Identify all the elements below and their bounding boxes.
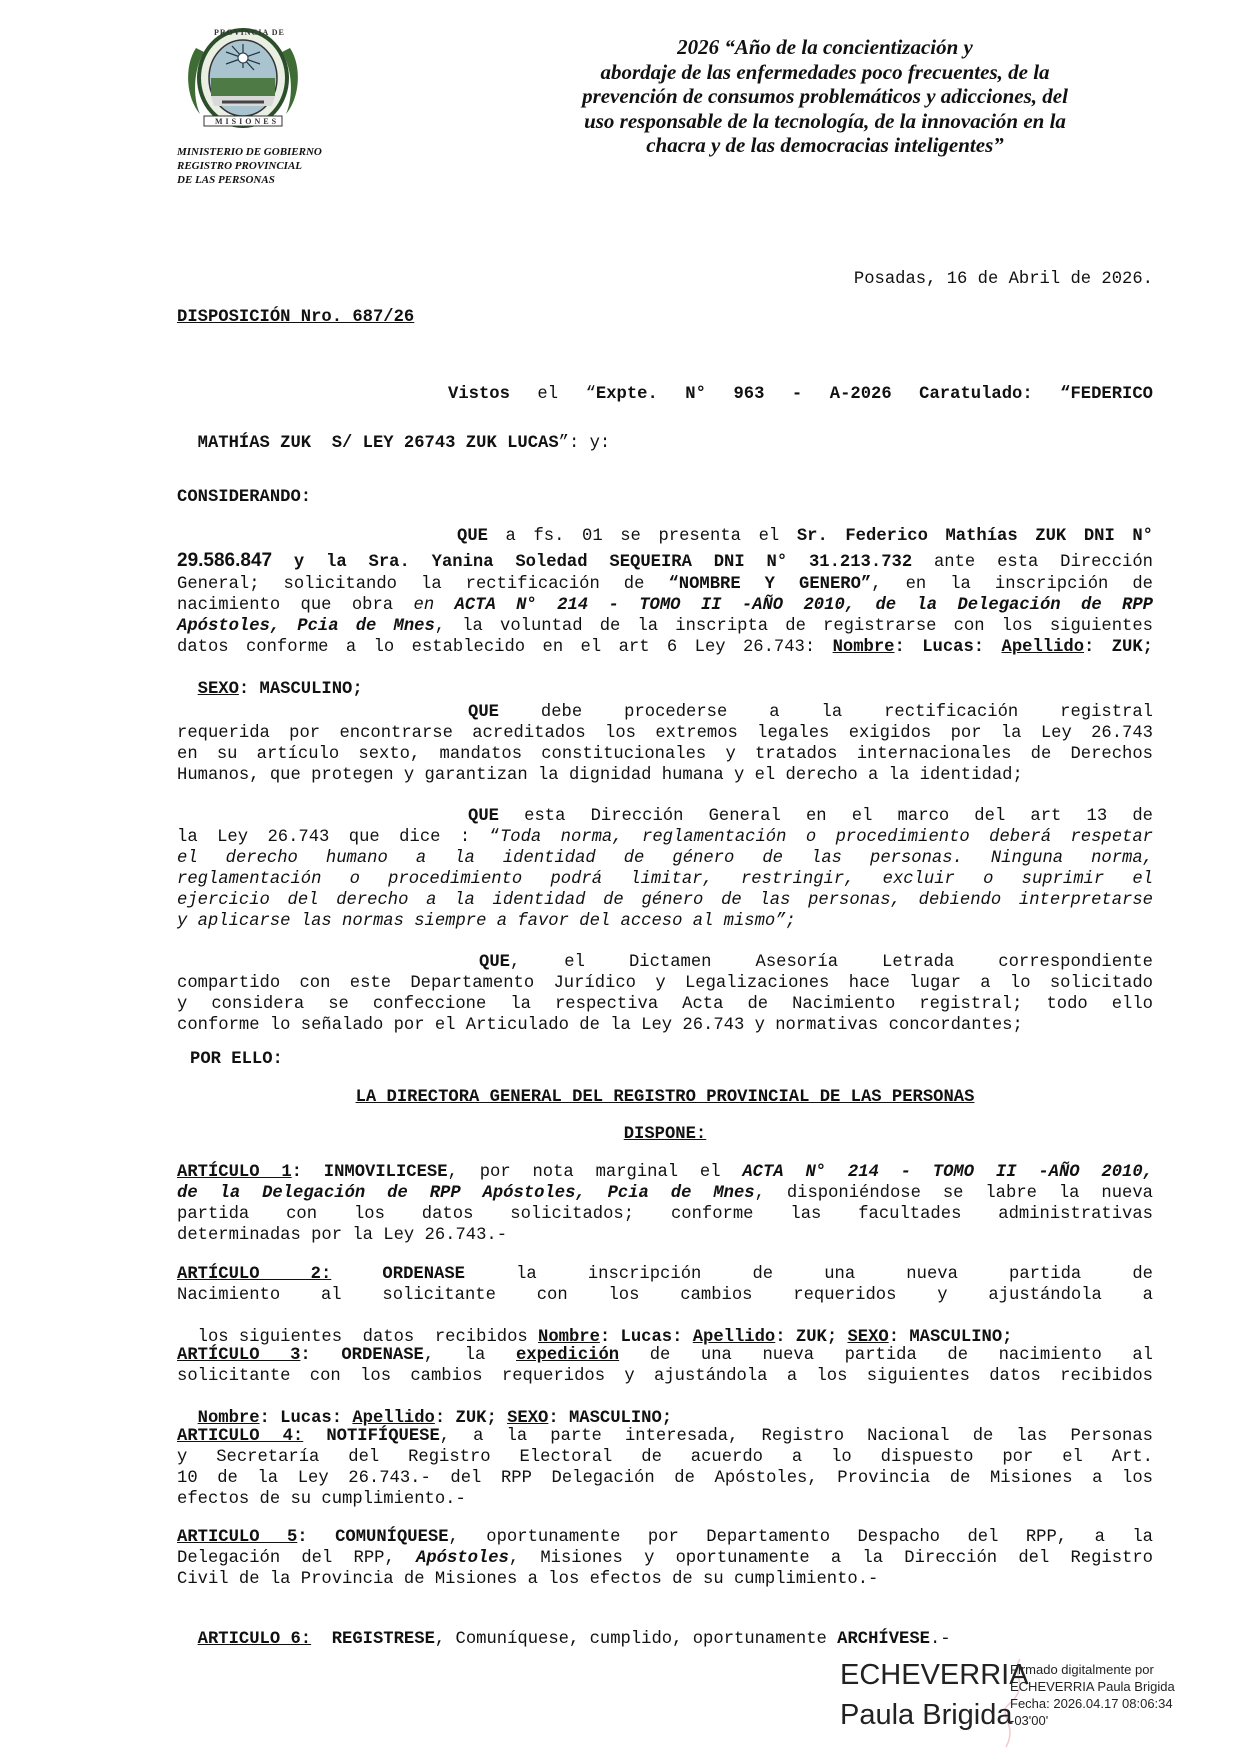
- article-4-line-3: 10 de la Ley 26.743.- del RPP Delegación de Apóstoles, Provincia de Misiones a los: [177, 1469, 1153, 1488]
- article-5-line-3: Civil de la Provincia de Misiones a los efectos de su cumplimiento.-: [177, 1570, 879, 1589]
- article-1-line-4: determinadas por la Ley 26.743.-: [177, 1226, 508, 1245]
- signature-info-line: -03'00': [1010, 1713, 1049, 1728]
- ministry-block: [177, 145, 322, 187]
- p3-line-5: ejercicio del derecho a la identidad de género de las personas, debiendo interpretarse: [177, 891, 1153, 910]
- p2-line-2: requerida por encontrarse acreditados los extremos legales exigidos por la Ley 26.743: [177, 724, 1153, 743]
- p3-line-6: y aplicarse las normas siempre a favor del acceso al mismo”;: [177, 912, 796, 931]
- date-line: Posadas, 16 de Abril de 2026.: [853, 270, 1153, 289]
- directora-heading: LA DIRECTORA GENERAL DEL REGISTRO PROVINCIAL DE LAS PERSONAS: [355, 1088, 975, 1107]
- article-2-line-2: Nacimiento al solicitante con los cambios requeridos y ajustándola a: [177, 1286, 1153, 1305]
- seal-text-top: PROVINCIA DE: [214, 28, 285, 37]
- p2-line-3: en su artículo sexto, mandatos constitucionales y tratados internacionales de Derechos: [177, 745, 1153, 764]
- article-3-line-1: ARTÍCULO 3: ORDENASE, la expedición de una nueva partida de nacimiento al: [177, 1346, 1153, 1365]
- vistos-line-1: Vistos el “Expte. N° 963 - A-2026 Caratulado: “FEDERICO: [448, 385, 1153, 404]
- digital-signature: [840, 1655, 1200, 1750]
- p1-line-5: Apóstoles, Pcia de Mnes, la voluntad de la inscripta de registrarse con los siguientes: [177, 617, 1153, 636]
- seal-text-bottom: MISIONES: [215, 117, 280, 126]
- signature-info: [1010, 1661, 1175, 1729]
- p2-line-4: Humanos, que protegen y garantizan la dignidad humana y el derecho a la identidad;: [177, 766, 1023, 785]
- article-1-line-3: partida con los datos solicitados; conforme las facultades administrativas: [177, 1205, 1153, 1224]
- article-2-line-1: ARTÍCULO 2: ORDENASE la inscripción de una nueva partida de: [177, 1265, 1153, 1284]
- p1-line-2: 29.586.847 y la Sra. Yanina Soledad SEQUEIRA DNI N° 31.213.732 ante esta Dirección: [177, 550, 1153, 572]
- p4-line-4: conforme lo señalado por el Articulado de la Ley 26.743 y normativas concordantes;: [177, 1016, 1023, 1035]
- motto-line: prevención de consumos problemáticos y adicciones, del: [582, 84, 1068, 108]
- p3-line-3: el derecho humano a la identidad de género de las personas. Ninguna norma,: [177, 849, 1153, 868]
- motto-line: uso responsable de la tecnología, de la innovación en la: [584, 108, 1066, 133]
- signer-surname: ECHEVERRIA: [840, 1659, 1029, 1691]
- year-motto: [500, 35, 1150, 158]
- p3-line-2: la Ley 26.743 que dice : “Toda norma, reglamentación o procedimiento deberá respetar: [177, 828, 1153, 847]
- motto-line: 2026 “Año de la concientización y: [677, 35, 973, 59]
- p1-line-4: nacimiento que obra en ACTA N° 214 - TOMO II -AÑO 2010, de la Delegación de RPP: [177, 596, 1153, 615]
- article-4-line-1: ARTICULO 4: NOTIFÍQUESE, a la parte interesada, Registro Nacional de las Personas: [177, 1427, 1153, 1446]
- article-2-line-3: los siguientes datos recibidos Nombre: Lucas: Apellido: ZUK; SEXO: MASCULINO;: [197, 1328, 1013, 1347]
- signer-given-names: Paula Brigida: [840, 1699, 1013, 1731]
- p1-line-3: General; solicitando la rectificación de “NOMBRE Y GENERO”, en la inscripción de: [177, 575, 1153, 594]
- provincial-seal: [182, 22, 304, 130]
- ministry-line: DE LAS PERSONAS: [177, 174, 275, 186]
- considerando-heading: CONSIDERANDO:: [177, 488, 312, 507]
- article-5-line-2: Delegación del RPP, Apóstoles, Misiones y oportunamente a la Dirección del Registro: [177, 1549, 1153, 1568]
- ministry-line: REGISTRO PROVINCIAL: [177, 160, 303, 172]
- p4-line-3: y considera se confeccione la respectiva Acta de Nacimiento registral; todo ello: [177, 995, 1153, 1014]
- article-1-line-1: ARTÍCULO 1: INMOVILICESE, por nota marginal el ACTA N° 214 - TOMO II -AÑO 2010,: [177, 1163, 1153, 1182]
- article-4-line-4: efectos de su cumplimiento.-: [177, 1490, 466, 1509]
- article-5-line-1: ARTICULO 5: COMUNÍQUESE, oportunamente por Departamento Despacho del RPP, a la: [177, 1528, 1153, 1547]
- article-4-line-2: y Secretaría del Registro Electoral de acuerdo a lo dispuesto por el Art.: [177, 1448, 1153, 1467]
- dispone-heading: DISPONE:: [623, 1125, 707, 1144]
- p4-line-1: QUE, el Dictamen Asesoría Letrada correspondiente: [479, 953, 1153, 972]
- ministry-line: MINISTERIO DE GOBIERNO: [177, 146, 322, 158]
- vistos-line-2: MATHÍAS ZUK S/ LEY 26743 ZUK LUCAS”: y:: [197, 434, 611, 453]
- article-1-line-2: de la Delegación de RPP Apóstoles, Pcia de Mnes, disponiéndose se labre la nueva: [177, 1184, 1153, 1203]
- p1-line-7: SEXO: MASCULINO;: [197, 680, 363, 699]
- motto-line: chacra y de las democracias inteligentes”: [646, 133, 1004, 157]
- p1-line-1: QUE a fs. 01 se presenta el Sr. Federico Mathías ZUK DNI N°: [457, 527, 1153, 546]
- p3-line-1: QUE esta Dirección General en el marco del art 13 de: [468, 807, 1153, 826]
- por-ello: POR ELLO:: [190, 1050, 283, 1069]
- disposition-number: DISPOSICIÓN Nro. 687/26: [177, 308, 415, 327]
- article-3-line-3: Nombre: Lucas: Apellido: ZUK; SEXO: MASCULINO;: [197, 1409, 673, 1428]
- p2-line-1: QUE debe procederse a la rectificación registral: [468, 703, 1153, 722]
- signature-info-line: ECHEVERRIA Paula Brigida: [1010, 1679, 1175, 1694]
- p4-line-2: compartido con este Departamento Jurídico y Legalizaciones hace lugar a lo solicitado: [177, 974, 1153, 993]
- signature-info-line: Fecha: 2026.04.17 08:06:34: [1010, 1696, 1173, 1711]
- article-3-line-2: solicitante con los cambios requeridos y ajustándola a los siguientes datos recibidos: [177, 1367, 1153, 1386]
- p3-line-4: reglamentación o procedimiento podrá limitar, restringir, excluir o suprimir el: [177, 870, 1153, 889]
- article-6-line-1: ARTICULO 6: REGISTRESE, Comuníquese, cumplido, oportunamente ARCHÍVESE.-: [197, 1630, 951, 1649]
- motto-line: abordaje de las enfermedades poco frecuentes, de la: [600, 59, 1050, 84]
- p1-line-6: datos conforme a lo establecido en el art 6 Ley 26.743: Nombre: Lucas: Apellido: ZUK;: [177, 638, 1153, 657]
- signature-info-line: Firmado digitalmente por: [1010, 1662, 1154, 1677]
